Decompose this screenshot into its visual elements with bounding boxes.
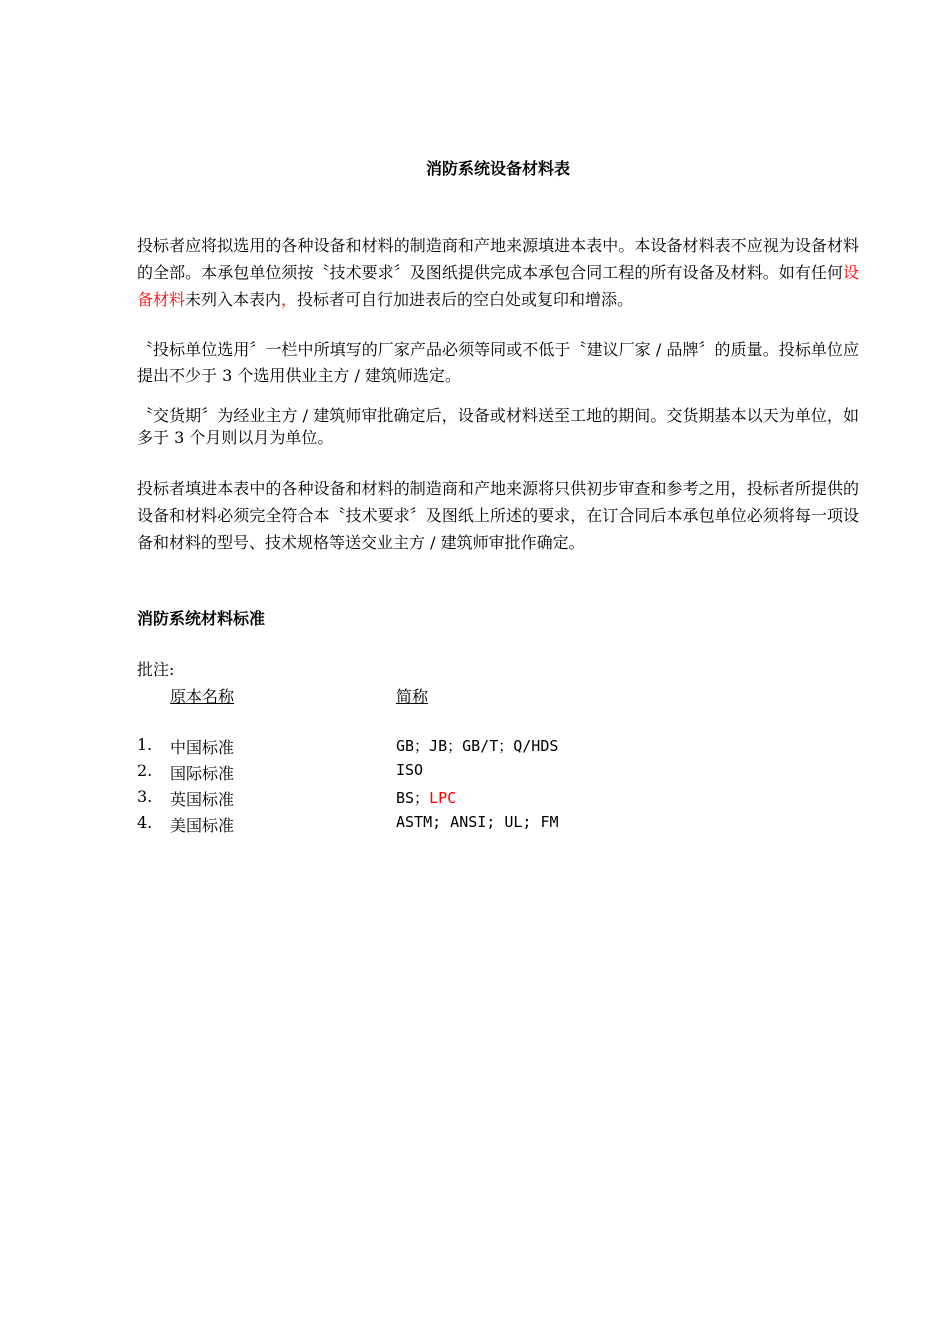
paragraph-1-highlight: 设备材料 <box>137 263 859 309</box>
paragraph-1-text-a: 投标者应将拟选用的各种设备和材料的制造商和产地来源填进本表中。本设备材料表不应视为设备材料的全部。本承包单位须按〝技术要求〞及图纸提供完成本承包合同工程的所有设备及材料。如有任何 <box>137 236 859 282</box>
standard-row <box>137 735 737 761</box>
column-header-abbr: 简称 <box>396 687 429 706</box>
standard-row <box>137 787 737 813</box>
standard-abbr: ASTM; ANSI; UL; FM <box>396 813 559 831</box>
paragraph-1-text-b: 未列入本表内 <box>185 290 282 309</box>
paragraph-1 <box>137 232 859 313</box>
column-header-name: 原本名称 <box>170 687 235 706</box>
paragraph-4: 投标者填进本表中的各种设备和材料的制造商和产地来源将只供初步审查和参考之用，投标者所提供的设备和材料必须完全符合本〝技术要求〞及图纸上所述的要求，在订合同后本承包单位必须将每一项设备和材料的型号、技术规格等送交业主方 / 建筑师审批作确定。 <box>137 479 859 552</box>
row-number: 1. <box>137 735 153 754</box>
row-number: 3. <box>137 787 153 806</box>
standard-abbr: GB；JB；GB/T；Q/HDS <box>396 737 559 755</box>
standard-name: 中国标准 <box>170 738 235 757</box>
standard-name: 国际标准 <box>170 764 235 783</box>
standard-abbr: ISO <box>396 761 424 779</box>
document-title: 消防系统设备材料表 <box>425 159 570 178</box>
standard-name: 美国标准 <box>170 816 235 835</box>
row-number: 4. <box>137 813 153 832</box>
standard-abbr-group <box>396 787 456 808</box>
standard-row <box>137 813 737 839</box>
standard-abbr: BS； <box>396 789 430 807</box>
standard-name: 英国标准 <box>170 790 235 809</box>
paragraph-1-text-c: 投标者可自行加进表后的空白处或复印和增添。 <box>297 290 634 309</box>
note-label: 批注: <box>137 660 175 679</box>
paragraph-3: 〝交货期〞为经业主方 / 建筑师审批确定后，设备或材料送至工地的期间。交货期基本以天为单位，如多于 3 个月则以月为单位。 <box>137 406 859 447</box>
standard-row <box>137 761 737 787</box>
row-number: 2. <box>137 761 153 780</box>
paragraph-2: 〝投标单位选用〞一栏中所填写的厂家产品必须等同或不低于〝建议厂家 / 品牌〞的质量。投标单位应提出不少于 3 个选用供业主方 / 建筑师选定。 <box>137 340 859 385</box>
standard-abbr-highlight: LPC <box>429 789 457 807</box>
standards-section-title: 消防系统材料标准 <box>137 609 266 628</box>
paragraph-1-highlight-comma: ， <box>281 290 298 309</box>
